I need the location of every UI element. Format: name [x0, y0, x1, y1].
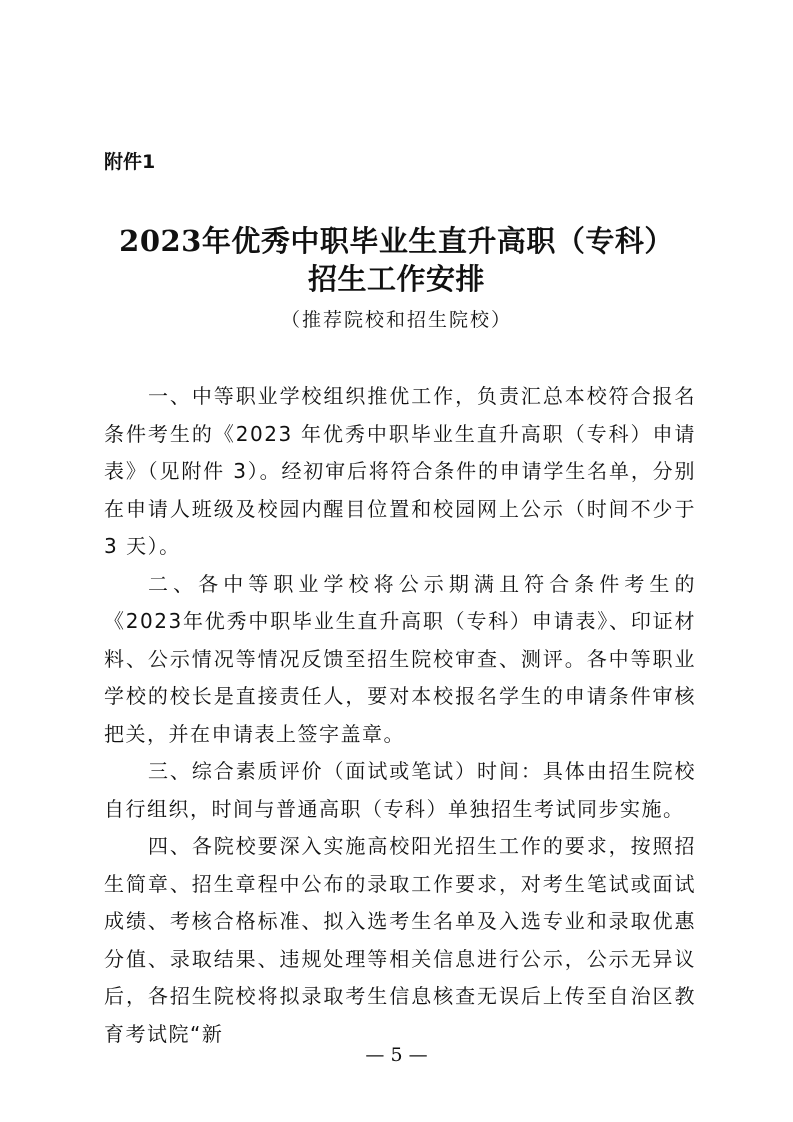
document-body: [104, 378, 696, 1053]
paragraph-1: 一、中等职业学校组织推优工作，负责汇总本校符合报名条件考生的《2023 年优秀中职毕业生直升高职（专科）申请表》（见附件 3）。经初审后将符合条件的申请学生名单，分别在申请人班级及校园内醒目位置和校园网上公示（时间不少于 3 天）。: [104, 384, 696, 558]
document-subtitle: （推荐院校和招生院校）: [280, 309, 512, 331]
paragraph-2: 二、各中等职业学校将公示期满且符合条件考生的《2023年优秀中职毕业生直升高职（专科）申请表》、印证材料、公示情况等情况反馈至招生院校审查、测评。各中等职业学校的校长是直接责任人，要对本校报名学生的申请条件审核把关，并在申请表上签字盖章。: [104, 571, 696, 746]
attachment-label: 附件1: [104, 151, 156, 173]
paragraph-3: 三、综合素质评价（面试或笔试）时间：具体由招生院校自行组织，时间与普通高职（专科）单独招生考试同步实施。: [104, 759, 696, 821]
paragraph-4: 四、各院校要深入实施高校阳光招生工作的要求，按照招生简章、招生章程中公布的录取工作要求，对考生笔试或面试成绩、考核合格标准、拟入选考生名单及入选专业和录取优惠分值、录取结果、违规处理等相关信息进行公示，公示无异议后，各招生院校将拟录取考生信息核查无误后上传至自治区教育考试院“新: [104, 834, 696, 1046]
document-title-line-2: 招生工作安排: [307, 262, 485, 296]
page-number: — 5 —: [365, 1044, 428, 1066]
document-title-line-1: 2023年优秀中职毕业生直升高职（专科）: [119, 224, 674, 258]
